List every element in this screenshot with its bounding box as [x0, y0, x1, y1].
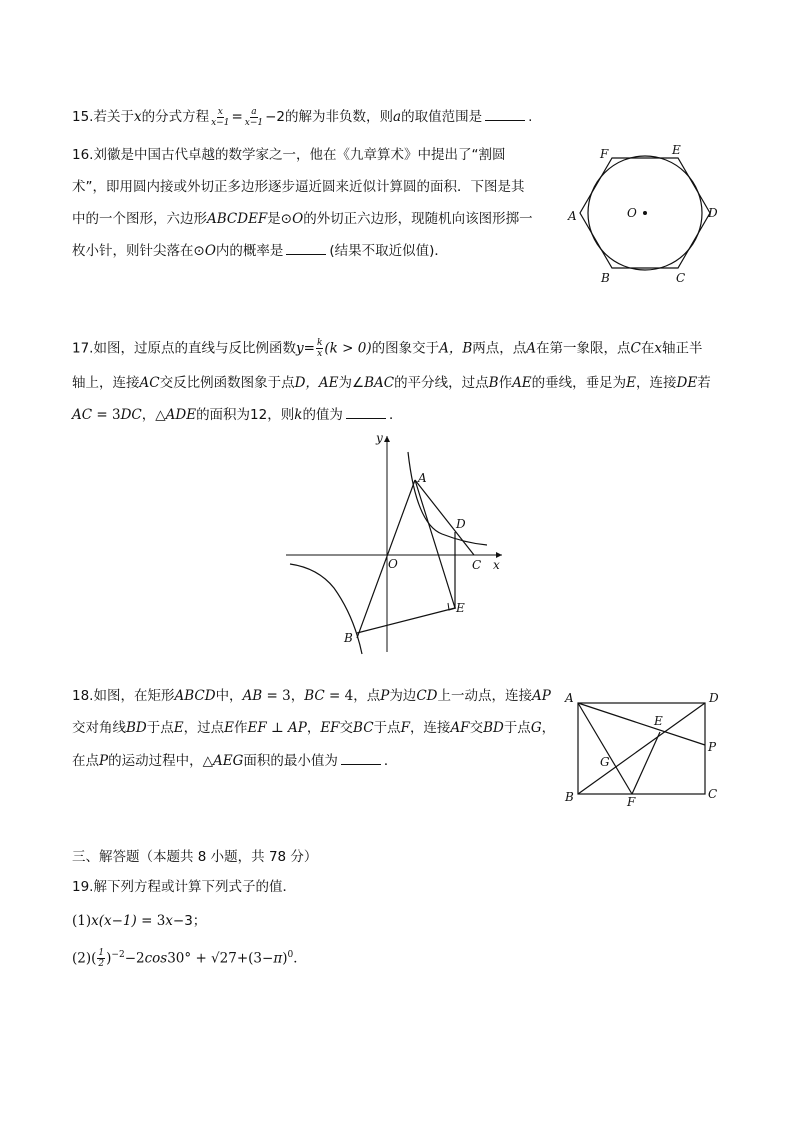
- line-ef: [632, 732, 660, 794]
- label-c: C: [472, 558, 482, 572]
- label-e: E: [672, 143, 681, 157]
- label-c: C: [676, 271, 686, 285]
- label-p: P: [708, 740, 717, 754]
- line-ae: [415, 480, 455, 608]
- q16-line-4: 枚小针，则针尖落在⊙O内的概率是 (结果不取近似值)．: [72, 240, 448, 261]
- q15-fraction-2: $\frac{a}{x-1}$: [244, 106, 264, 128]
- label-y: y: [376, 431, 383, 445]
- label-d: D: [456, 517, 466, 531]
- label-e: E: [654, 714, 663, 728]
- label-b: B: [601, 271, 610, 285]
- hyperbola-branch-1: [408, 452, 487, 545]
- diagonal-bd: [578, 703, 705, 794]
- q15-eq: =: [231, 109, 243, 125]
- q15-answer-blank[interactable]: [485, 106, 525, 121]
- rectangle-figure: [560, 688, 730, 813]
- q16-line-3: 中的一个图形，六边形ABCDEF是⊙O的外切正六边形，现随机向该图形掷一: [72, 211, 533, 227]
- q17-line-1: 17.如图，过原点的直线与反比例函数y= $\frac{k}{x}$ (k > 0)的图象交于A，B两点，点A在第一象限，点C在x轴正半: [72, 338, 703, 359]
- label-o: O: [388, 557, 398, 571]
- q18-line-3: 在点P的运动过程中，△AEG面积的最小值为 ．: [72, 750, 397, 771]
- section-3-heading: 三、解答题（本题共 8 小题，共 78 分）: [72, 849, 318, 865]
- label-b: B: [565, 790, 574, 804]
- q15-end: .: [528, 109, 533, 125]
- q16-answer-blank[interactable]: [286, 240, 326, 255]
- q15-suffix: 的取值范围是: [401, 109, 483, 125]
- q16-line-2: 术”，即用圆内接或外切正多边形逐步逼近圆来近似计算圆的面积．下图是其: [72, 179, 525, 195]
- label-d: D: [709, 691, 719, 705]
- q17-answer-blank[interactable]: [346, 404, 386, 419]
- label-e: E: [456, 601, 465, 615]
- q15-fraction-1: $\frac{x}{x-1}$: [211, 106, 230, 128]
- label-c: C: [708, 787, 718, 801]
- label-d: D: [708, 206, 718, 220]
- q17-line-2: 轴上，连接AC交反比例函数图象于点D，AE为∠BAC的平分线，过点B作AE的垂线，垂足为E，连接DE若: [72, 375, 711, 391]
- q18-line-1: 18.如图，在矩形ABCD中，AB = 3，BC = 4，点P为边CD上一动点，连接AP: [72, 688, 551, 704]
- q19-part-2: (2)( $\frac{1}{2}$ )$^{-2}-2\cos 30^\circ + √27+(3-\pi)^0$．: [72, 948, 307, 969]
- label-o: O: [627, 206, 637, 220]
- q18-answer-blank[interactable]: [341, 750, 381, 765]
- hyperbola-figure: [280, 428, 520, 660]
- label-b: B: [344, 631, 353, 645]
- label-x: x: [493, 558, 500, 572]
- label-f: F: [600, 147, 609, 161]
- line-ap: [578, 703, 705, 745]
- q15-var-x: x: [133, 109, 142, 125]
- line-af: [578, 703, 632, 794]
- label-g: G: [600, 755, 610, 769]
- center-point-o: [643, 211, 647, 215]
- line-ab: [357, 480, 415, 638]
- q15-mid: 的分式方程: [141, 109, 210, 125]
- label-a: A: [418, 471, 427, 485]
- q17-line-3: AC = 3DC，△ADE的面积为12，则k的值为 ．: [72, 404, 402, 425]
- label-f: F: [627, 795, 636, 809]
- q18-line-2: 交对角线BD于点E，过点E作EF ⊥ AP，EF交BC于点F，连接AF交BD于点G，: [72, 720, 556, 736]
- q19-intro: 19.解下列方程或计算下列式子的值．: [72, 879, 296, 895]
- hexagon-circle-figure: [560, 140, 730, 290]
- label-a: A: [565, 691, 574, 705]
- q16-line-1: 16.刘徽是中国古代卓越的数学家之一，他在《九章算术》中提出了“割圆: [72, 147, 506, 163]
- line-be: [357, 608, 455, 633]
- question-15: [72, 106, 532, 128]
- q15-prefix: 15.若关于: [72, 109, 134, 125]
- q19-part-1: (1)x(x−1) = 3x−3；: [72, 913, 207, 929]
- q15-after: −2的解为非负数，则: [265, 109, 394, 125]
- q15-var-a: a: [393, 109, 402, 125]
- label-a: A: [568, 209, 577, 223]
